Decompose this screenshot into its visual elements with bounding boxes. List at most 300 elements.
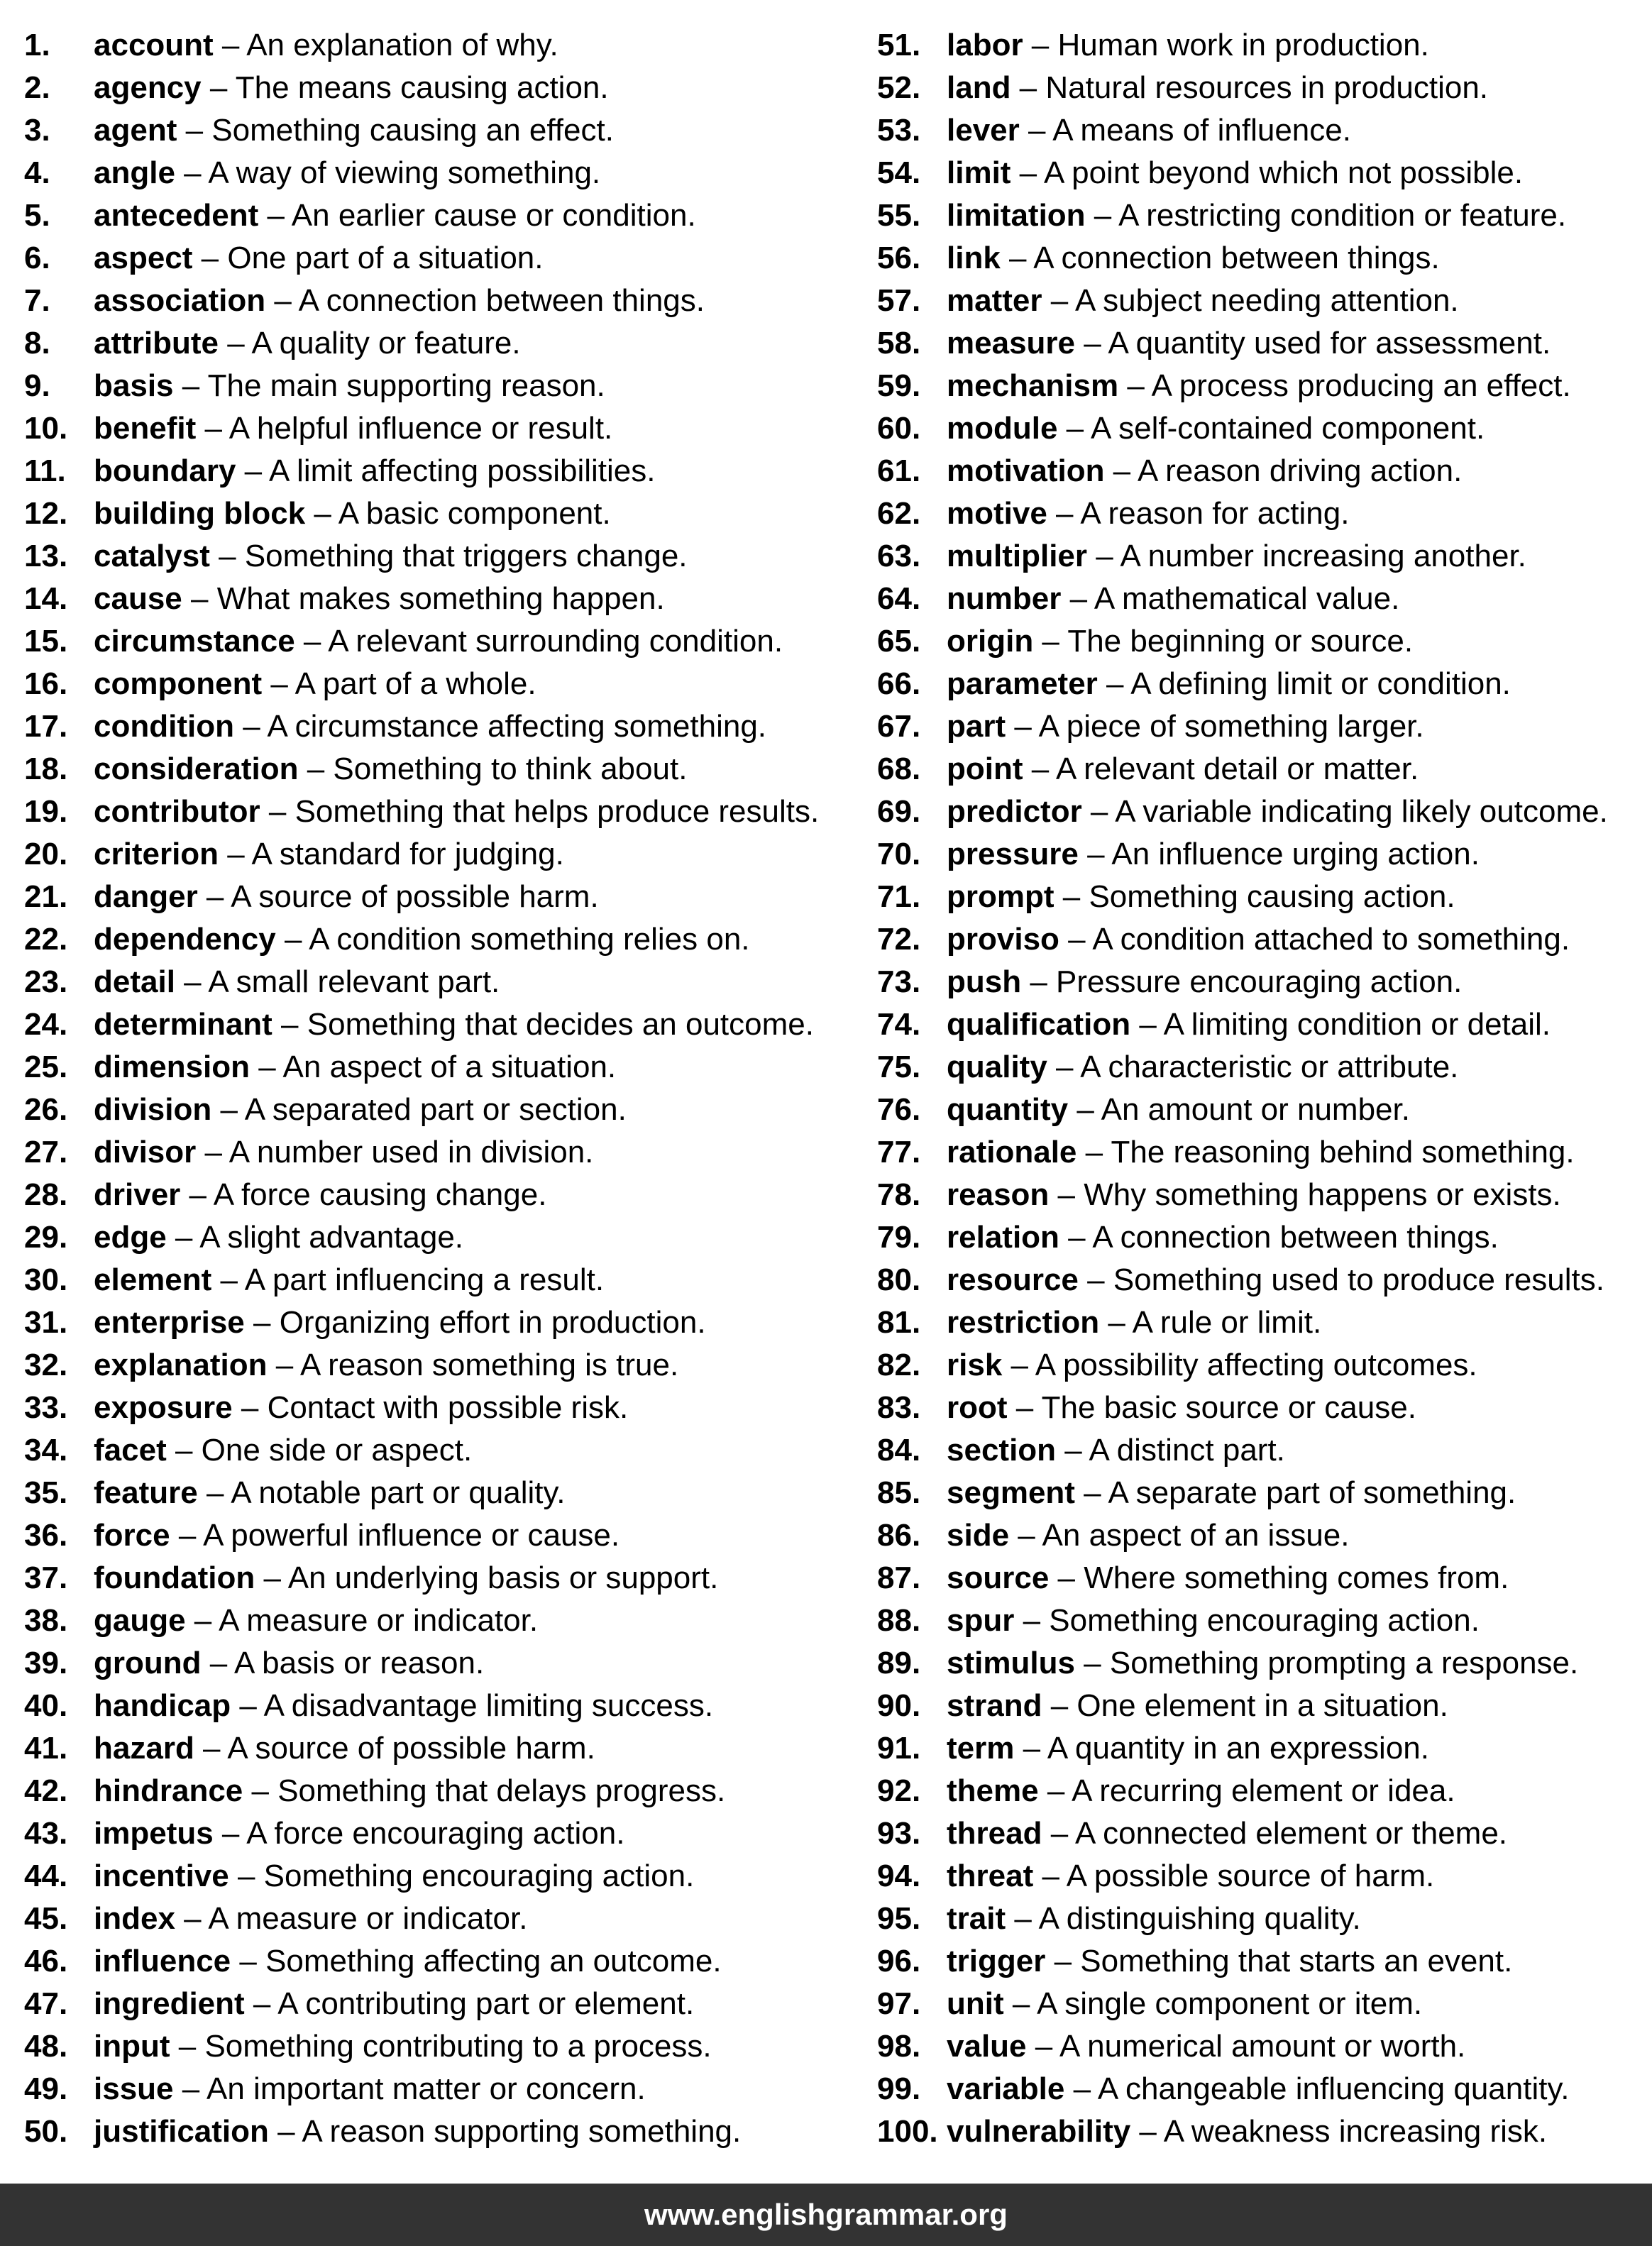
item-definition: A part influencing a result. [244, 1262, 605, 1297]
item-body [947, 1089, 1410, 1131]
item-definition: Something contributing to a process. [204, 2029, 712, 2064]
list-item [24, 1898, 847, 1940]
item-body [94, 1259, 604, 1301]
item-number: 9. [24, 368, 50, 403]
list-item [877, 1770, 1652, 1812]
item-term: point [947, 752, 1023, 786]
item-separator: – [192, 241, 228, 275]
item-number: 90. [877, 1688, 921, 1723]
item-body [947, 1514, 1349, 1557]
item-term: reason [947, 1177, 1050, 1212]
item-separator: – [1009, 1518, 1042, 1553]
item-term: impetus [94, 1816, 214, 1851]
item-body [947, 152, 1523, 194]
item-term: push [947, 964, 1022, 999]
item-term: foundation [94, 1560, 255, 1595]
item-term: condition [94, 709, 234, 744]
item-body [94, 152, 600, 194]
item-separator: – [1011, 70, 1046, 105]
item-body [947, 1812, 1507, 1855]
item-term: input [94, 2029, 170, 2064]
item-body [947, 2025, 1465, 2068]
item-term: parameter [947, 666, 1098, 701]
item-body [947, 450, 1462, 492]
list-item [24, 1514, 847, 1557]
item-body [94, 1600, 538, 1642]
item-body [947, 1344, 1477, 1387]
item-definition: An underlying basis or support. [287, 1560, 719, 1595]
item-term: number [947, 581, 1062, 616]
item-definition: A connection between things. [298, 283, 705, 318]
item-definition: A distinct part. [1089, 1433, 1285, 1468]
item-term: edge [94, 1220, 167, 1255]
item-definition: A basis or reason. [234, 1646, 485, 1680]
item-definition: A self-contained component. [1090, 411, 1485, 446]
item-number: 40. [24, 1688, 68, 1723]
item-term: dependency [94, 922, 276, 957]
item-body [947, 1685, 1448, 1727]
item-separator: – [175, 1901, 209, 1936]
item-separator: – [1003, 1986, 1037, 2021]
item-definition: Something that delays progress. [277, 1773, 726, 1808]
item-term: benefit [94, 411, 197, 446]
item-separator: – [1047, 496, 1081, 531]
item-term: stimulus [947, 1646, 1075, 1680]
item-number: 46. [24, 1944, 68, 1978]
item-number: 76. [877, 1092, 921, 1127]
item-body [947, 365, 1571, 407]
item-separator: – [213, 28, 247, 62]
item-definition: A measure or indicator. [208, 1901, 528, 1936]
item-separator: – [1011, 155, 1044, 190]
item-number: 91. [877, 1731, 921, 1766]
item-definition: The main supporting reason. [207, 368, 605, 403]
item-body [94, 492, 611, 535]
item-number: 22. [24, 922, 68, 957]
list-item [24, 705, 847, 748]
item-body [947, 407, 1485, 450]
item-number: 43. [24, 1816, 68, 1851]
item-definition: A standard for judging. [251, 837, 564, 871]
list-item [877, 1600, 1652, 1642]
item-definition: An explanation of why. [246, 28, 558, 62]
item-body [947, 705, 1424, 748]
item-separator: – [211, 1092, 245, 1127]
item-term: motive [947, 496, 1047, 531]
item-separator: – [1002, 1348, 1035, 1382]
item-definition: Something that triggers change. [244, 539, 688, 573]
item-body [94, 1727, 595, 1770]
item-number: 49. [24, 2071, 68, 2106]
item-body [94, 1046, 616, 1089]
list-item [877, 67, 1652, 109]
item-definition: Something encouraging action. [263, 1859, 695, 1893]
item-body [94, 1089, 627, 1131]
item-separator: – [1081, 794, 1116, 829]
item-definition: A restricting condition or feature. [1118, 198, 1567, 233]
item-number: 16. [24, 666, 68, 701]
item-term: motivation [947, 453, 1105, 488]
item-definition: A contributing part or element. [277, 1986, 695, 2021]
item-separator: – [201, 70, 236, 105]
item-definition: What makes something happen. [216, 581, 665, 616]
item-separator: – [219, 837, 252, 871]
item-term: pressure [947, 837, 1079, 871]
item-term: segment [947, 1475, 1075, 1510]
list-item [24, 2025, 847, 2068]
item-term: influence [94, 1944, 231, 1978]
list-item [24, 1557, 847, 1600]
item-separator: – [262, 666, 295, 701]
item-definition: Why something happens or exists. [1084, 1177, 1561, 1212]
item-separator: – [1045, 1944, 1081, 1978]
item-term: basis [94, 368, 174, 403]
item-separator: – [194, 1731, 228, 1766]
item-body [94, 194, 696, 237]
list-item [877, 1940, 1652, 1983]
item-separator: – [1085, 198, 1119, 233]
item-separator: – [209, 539, 245, 573]
item-body [947, 280, 1459, 322]
list-item [877, 322, 1652, 365]
item-body [947, 918, 1570, 961]
item-definition: A single component or item. [1037, 1986, 1423, 2021]
item-separator: – [272, 1007, 307, 1042]
item-number: 64. [877, 581, 921, 616]
item-number: 86. [877, 1518, 921, 1553]
item-term: spur [947, 1603, 1015, 1638]
item-number: 45. [24, 1901, 68, 1936]
item-body [947, 663, 1511, 705]
item-body [947, 1642, 1578, 1685]
item-separator: – [196, 1135, 229, 1169]
item-definition: Natural resources in production. [1045, 70, 1489, 105]
item-term: divisor [94, 1135, 197, 1169]
item-term: boundary [94, 453, 236, 488]
item-definition: A limit affecting possibilities. [268, 453, 656, 488]
item-term: vulnerability [947, 2114, 1131, 2149]
list-item [24, 1685, 847, 1727]
item-definition: A recurring element or idea. [1072, 1773, 1455, 1808]
item-body [947, 578, 1399, 620]
item-number: 100. [877, 2114, 938, 2149]
item-number: 92. [877, 1773, 921, 1808]
list-item [24, 109, 847, 152]
item-body [947, 1216, 1499, 1259]
list-item [24, 1131, 847, 1174]
list-item [877, 237, 1652, 280]
item-definition: Something encouraging action. [1049, 1603, 1480, 1638]
list-item [24, 1600, 847, 1642]
list-item [877, 109, 1652, 152]
item-definition: A possibility affecting outcomes. [1035, 1348, 1477, 1382]
list-item [24, 237, 847, 280]
item-definition: A basic component. [338, 496, 611, 531]
item-number: 6. [24, 241, 50, 275]
item-definition: A variable indicating likely outcome. [1115, 794, 1608, 829]
item-body [947, 1301, 1321, 1344]
item-body [94, 620, 783, 663]
list-item [877, 1812, 1652, 1855]
item-separator: – [1033, 624, 1068, 659]
item-body [94, 1940, 722, 1983]
item-term: theme [947, 1773, 1039, 1808]
item-term: feature [94, 1475, 198, 1510]
list-item [24, 1301, 847, 1344]
item-separator: – [1074, 1475, 1108, 1510]
item-term: determinant [94, 1007, 272, 1042]
item-term: strand [947, 1688, 1042, 1723]
item-term: link [947, 241, 1001, 275]
item-term: division [94, 1092, 212, 1127]
item-number: 58. [877, 326, 921, 360]
item-separator: – [1049, 1177, 1084, 1212]
list-item [877, 1003, 1652, 1046]
item-body [947, 67, 1488, 109]
item-definition: The reasoning behind something. [1111, 1135, 1575, 1169]
item-body [94, 2068, 646, 2110]
item-separator: – [1033, 1859, 1067, 1893]
item-separator: – [175, 155, 209, 190]
item-number: 14. [24, 581, 68, 616]
item-number: 61. [877, 453, 921, 488]
item-definition: A number used in division. [228, 1135, 594, 1169]
item-separator: – [1006, 1901, 1039, 1936]
item-number: 50. [24, 2114, 68, 2149]
list-item [24, 194, 847, 237]
item-term: force [94, 1518, 170, 1553]
item-definition: An earlier cause or condition. [291, 198, 696, 233]
list-item [24, 152, 847, 194]
item-term: criterion [94, 837, 219, 871]
item-number: 96. [877, 1944, 921, 1978]
item-separator: – [1000, 241, 1034, 275]
list-item [877, 152, 1652, 194]
item-body [947, 1557, 1509, 1600]
item-term: ground [94, 1646, 202, 1680]
item-number: 19. [24, 794, 68, 829]
list-item [24, 1812, 847, 1855]
item-definition: A circumstance affecting something. [267, 709, 767, 744]
item-definition: Something affecting an outcome. [265, 1944, 722, 1978]
item-body [94, 1216, 463, 1259]
list-item [24, 24, 847, 67]
item-body [94, 1983, 694, 2025]
item-body [94, 705, 766, 748]
item-term: section [947, 1433, 1057, 1468]
item-number: 75. [877, 1050, 921, 1084]
list-item [877, 1514, 1652, 1557]
item-body [947, 194, 1566, 237]
item-definition: A measure or indicator. [219, 1603, 539, 1638]
item-separator: – [185, 1603, 219, 1638]
item-term: building block [94, 496, 306, 531]
item-body [947, 1898, 1361, 1940]
item-definition: A connected element or theme. [1074, 1816, 1508, 1851]
item-term: predictor [947, 794, 1082, 829]
item-body [94, 109, 614, 152]
list-item [24, 280, 847, 322]
item-number: 13. [24, 539, 68, 573]
item-term: limitation [947, 198, 1086, 233]
item-separator: – [1007, 1390, 1042, 1425]
item-separator: – [1078, 837, 1112, 871]
item-term: module [947, 411, 1058, 446]
item-term: exposure [94, 1390, 233, 1425]
item-number: 81. [877, 1305, 921, 1340]
item-separator: – [1068, 1092, 1101, 1127]
list-item [877, 1174, 1652, 1216]
item-number: 63. [877, 539, 921, 573]
item-term: hazard [94, 1731, 194, 1766]
item-separator: – [1064, 2071, 1098, 2106]
item-definition: A force causing change. [213, 1177, 547, 1212]
item-number: 31. [24, 1305, 68, 1340]
item-body [94, 407, 612, 450]
item-separator: – [170, 2029, 205, 2064]
item-body [94, 450, 656, 492]
item-definition: A means of influence. [1052, 113, 1351, 148]
footer-banner [0, 2184, 1652, 2246]
item-body [947, 620, 1413, 663]
item-number: 69. [877, 794, 921, 829]
item-term: facet [94, 1433, 167, 1468]
item-separator: – [1042, 1688, 1077, 1723]
item-term: antecedent [94, 198, 259, 233]
list-item [877, 535, 1652, 578]
item-body [947, 237, 1440, 280]
item-separator: – [166, 1220, 200, 1255]
item-body [94, 1557, 718, 1600]
item-number: 21. [24, 879, 68, 914]
item-number: 42. [24, 1773, 68, 1808]
list-item [877, 1642, 1652, 1685]
item-definition: The basic source or cause. [1041, 1390, 1416, 1425]
item-term: dimension [94, 1050, 250, 1084]
item-body [94, 2025, 712, 2068]
item-number: 59. [877, 368, 921, 403]
item-definition: A notable part or quality. [231, 1475, 566, 1510]
item-number: 17. [24, 709, 68, 744]
item-separator: – [275, 922, 309, 957]
item-body [947, 24, 1429, 67]
list-item [877, 1557, 1652, 1600]
list-item [877, 1855, 1652, 1898]
item-term: account [94, 28, 214, 62]
list-item [24, 322, 847, 365]
item-term: multiplier [947, 539, 1088, 573]
item-number: 25. [24, 1050, 68, 1084]
item-separator: – [1019, 113, 1053, 148]
item-term: lever [947, 113, 1020, 148]
list-item [24, 1344, 847, 1387]
list-item [877, 24, 1652, 67]
item-body [94, 67, 609, 109]
item-term: root [947, 1390, 1008, 1425]
item-term: resource [947, 1262, 1079, 1297]
item-number: 38. [24, 1603, 68, 1638]
item-term: matter [947, 283, 1042, 318]
item-number: 85. [877, 1475, 921, 1510]
item-body [94, 1514, 620, 1557]
list-item [24, 1387, 847, 1429]
item-separator: – [244, 1986, 278, 2021]
item-definition: Something causing action. [1089, 879, 1455, 914]
item-separator: – [211, 1262, 245, 1297]
list-item [24, 1855, 847, 1898]
item-term: index [94, 1901, 175, 1936]
item-number: 99. [877, 2071, 921, 2106]
item-number: 73. [877, 964, 921, 999]
list-item [877, 1472, 1652, 1514]
item-body [947, 1131, 1575, 1174]
item-term: origin [947, 624, 1034, 659]
item-body [94, 791, 819, 833]
list-item [877, 961, 1652, 1003]
item-term: land [947, 70, 1011, 105]
item-definition: A reason supporting something. [302, 2114, 742, 2149]
item-definition: A separate part of something. [1108, 1475, 1516, 1510]
item-number: 53. [877, 113, 921, 148]
list-item [24, 1642, 847, 1685]
item-definition: A connection between things. [1033, 241, 1440, 275]
list-item [877, 1685, 1652, 1727]
item-separator: – [1076, 1135, 1111, 1169]
item-body [94, 1344, 678, 1387]
item-body [94, 1301, 706, 1344]
item-number: 83. [877, 1390, 921, 1425]
item-definition: Organizing effort in production. [279, 1305, 706, 1340]
item-term: unit [947, 1986, 1004, 2021]
item-definition: Something used to produce results. [1113, 1262, 1604, 1297]
item-number: 88. [877, 1603, 921, 1638]
item-separator: – [1078, 1262, 1113, 1297]
item-definition: A reason something is true. [300, 1348, 679, 1382]
item-term: proviso [947, 922, 1059, 957]
item-definition: Something that starts an event. [1080, 1944, 1513, 1978]
item-separator: – [298, 752, 334, 786]
item-term: risk [947, 1348, 1003, 1382]
list-item [24, 2068, 847, 2110]
item-body [947, 1174, 1561, 1216]
item-number: 94. [877, 1859, 921, 1893]
footer-url[interactable]: www.englishgrammar.org [644, 2198, 1008, 2231]
item-term: source [947, 1560, 1050, 1595]
item-number: 34. [24, 1433, 68, 1468]
list-item [877, 918, 1652, 961]
list-item [24, 1429, 847, 1472]
item-separator: – [294, 624, 329, 659]
item-separator: – [219, 326, 252, 360]
item-number: 67. [877, 709, 921, 744]
item-term: circumstance [94, 624, 295, 659]
item-definition: A characteristic or attribute. [1080, 1050, 1459, 1084]
item-definition: An aspect of a situation. [282, 1050, 617, 1084]
item-body [94, 578, 665, 620]
word-list-column-right [877, 24, 1652, 2153]
item-definition: The beginning or source. [1067, 624, 1414, 659]
item-definition: A changeable influencing quantity. [1097, 2071, 1570, 2106]
item-separator: – [1087, 539, 1120, 573]
item-definition: A quality or feature. [251, 326, 521, 360]
list-item [24, 492, 847, 535]
list-item [877, 578, 1652, 620]
item-separator: – [244, 1305, 280, 1340]
item-body [94, 2110, 741, 2153]
list-item [877, 194, 1652, 237]
item-definition: Something prompting a response. [1109, 1646, 1579, 1680]
item-number: 57. [877, 283, 921, 318]
